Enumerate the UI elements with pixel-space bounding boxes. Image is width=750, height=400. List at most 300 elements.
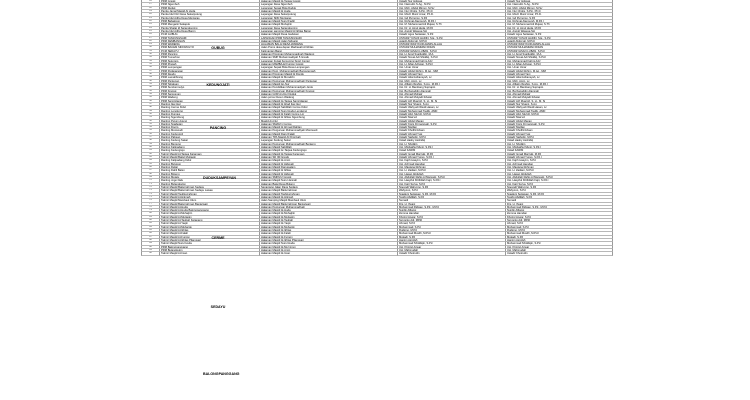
khatib-cell: Muhammad Ridwan, S.Pd., M.Pd [506, 206, 613, 209]
row-number-cell: 30 [141, 46, 160, 49]
venue-cell: Halaman SMKM 2 Gresik [260, 176, 398, 179]
khatib-cell: Ust. Ahmad Mulyadi Ikhwan [506, 96, 613, 99]
organizer-cell: Ranting Kalipadang Kidul [160, 159, 260, 162]
imam-cell: Khoirul Anwar, S.Pd [398, 216, 506, 219]
organizer-cell: Ranting Boteng [160, 173, 260, 176]
khatib-cell: Ust. Fajri Surya, S.Pd [506, 183, 613, 186]
imam-cell: Ustadz Saifudin, M.Pd [398, 136, 506, 139]
khatib-cell: Ust. Dr. H. Ainul Huda, M.Pd [506, 27, 613, 30]
venue-cell: Halaman Pimpinan Muhammadiyah Wadeng [260, 53, 398, 56]
row-number-cell: 88 [141, 239, 160, 242]
venue-cell: Halaman Masjid Al-Mubarok [260, 226, 398, 229]
row-number-cell: 43 [141, 90, 160, 93]
organizer-cell: PRM Wadeng [160, 96, 260, 99]
row-number-cell: 91 [141, 249, 160, 252]
venue-cell: Halaman Masjid Al-Ikhlas Pliangsari [260, 239, 398, 242]
row-number-cell: 26 [141, 33, 160, 36]
khatib-cell: Ustadz Nur Siyami, S.Ag [506, 103, 613, 106]
imam-cell: Ustadz Arif Muarrof, S. H., M. Si [398, 100, 506, 103]
imam-cell: Ust. Nur Cholis, S.Pd., Ph.D [398, 10, 506, 13]
row-number-cell: 42 [141, 86, 160, 89]
venue-cell: Halaman Masjid Jalan Sidoarjo [260, 40, 398, 43]
imam-cell: ustadz Abdul ali, M.Pd.I [398, 40, 506, 43]
khatib-cell: Ust. Moh. Abdul Mimun, M.Sy [506, 7, 613, 10]
imam-cell: Ust. Moh. Abdul Mimun, M.Sy [398, 7, 506, 10]
organizer-cell: Takmir Masjid Baitul Muttaqin [160, 156, 260, 159]
row-number-cell: 27 [141, 37, 160, 40]
khatib-cell: Muhammad Muslih, M.Pd.I [506, 232, 613, 235]
imam-cell: Ust. Hasyiful Khilbillah Fajri, S.Pd.I [398, 179, 506, 182]
organizer-cell: PRM BACEM SIDOMULYO [160, 46, 260, 49]
venue-cell: Lapangan Desa Sekarputung [260, 13, 398, 16]
venue-cell: Halaman Masjid Nurul Huda [260, 242, 398, 245]
organizer-cell: Takmir Masjid Al-Muttaqin [160, 216, 260, 219]
khatib-cell: Ust. Mahmudah [506, 249, 613, 252]
venue-cell: Halaman Masjid Nurul Jannah [260, 179, 398, 182]
khatib-cell: Noeyadi Wahyono, S.Pd [506, 186, 613, 189]
venue-cell: Halaman Masjid Al Hidayah [260, 173, 398, 176]
khatib-cell: Rudiono, M.Pd [506, 229, 613, 232]
khatib-cell: Ustadz Hilal Ardiansyah, Lc [506, 76, 613, 79]
row-number-cell: 68 [141, 173, 160, 176]
venue-cell: Halaman Perguruan Muhammadiyah [260, 206, 398, 209]
row-number-cell: 58 [141, 139, 160, 142]
organizer-cell: Takmir Masjid Al-Hikmah [160, 196, 260, 199]
imam-cell: Ust. Hasan Abdullah [398, 173, 506, 176]
imam-cell: Ustadz Kholfid Ahsan [398, 129, 506, 132]
venue-cell: Masjid An-Nur [260, 120, 398, 123]
organizer-cell: PRM Sumbermulyo [160, 86, 260, 89]
venue-cell: Halaman SMAM 1 Cerme [260, 123, 398, 126]
row-number-cell: 17 [141, 3, 160, 6]
table-row [0, 252, 750, 255]
imam-cell: Ustadz Koris Firmansyah, S.Pd [398, 123, 506, 126]
organizer-cell: Ranting Dungus [160, 113, 260, 116]
venue-cell: Lapangan Desa Sarangkuning [260, 27, 398, 30]
row-number-cell: 35 [141, 63, 160, 66]
venue-cell: Halaman Masjid Desa Gedeken [260, 33, 398, 36]
imam-cell: Ustadz Ahmad Yani [398, 73, 506, 76]
khatib-cell: Drs. H. Ihsani [506, 203, 613, 206]
khatib-cell: Ustadz Nur Hidayat [506, 0, 613, 3]
khatib-cell: Ustadz Wahyudi Wiedi Hasan, Lc [506, 106, 613, 109]
region-label: CERME [211, 235, 225, 240]
row-number-cell: 23 [141, 23, 160, 26]
row-number-cell: 76 [141, 199, 160, 202]
khatib-cell: Ustadz Abdul Rohim, M.Ag., MM [506, 70, 613, 73]
row-number-cell: 22 [141, 20, 160, 23]
organizer-cell: PCM GUBUG [160, 33, 260, 36]
imam-cell: Ust. Khoirul Anwar [398, 246, 506, 249]
organizer-cell: PCM SEDAYU [160, 50, 260, 53]
organizer-cell: Takmir Masjid Baiturrahman Sedayu Lawas [160, 189, 260, 192]
imam-cell: Sumadi [398, 199, 506, 202]
khatib-cell: Sumadi [506, 199, 613, 202]
khatib-cell: Ustadz Ahmad Yusi [506, 133, 613, 136]
organizer-cell: PRM Tebaloan [160, 83, 260, 86]
khatib-cell: Ust. Moch Munir Amar, Ph.D. [506, 13, 613, 16]
khatib-cell: Ust. Dr. H. Bambang Suprapto [506, 86, 613, 89]
venue-cell: Halaman Masjid Al-Furqon [260, 236, 398, 239]
venue-cell: Jalan Samping Masjid Mambaul Ulum [260, 199, 398, 202]
imam-cell: Ustadz Khoirudin [398, 252, 506, 255]
row-number-cell: 47 [141, 103, 160, 106]
khatib-cell: Ustadz Agus Setiawan, S.Pd [506, 33, 613, 36]
venue-cell: Halaman Masjid Sabilillah [260, 146, 398, 149]
row-number-cell: 84 [141, 226, 160, 229]
organizer-cell: PRM Duduk [160, 7, 260, 10]
organizer-cell: Takmir Masjid Al-Furqon [160, 236, 260, 239]
imam-cell: Ustadz Abd. Mu'idz, M.Pd.I [398, 113, 506, 116]
imam-cell: Ust. H. Zaidani, M.Pd.I [398, 169, 506, 172]
khatib-cell: Ustadz Abd. Mu'idz, M.Pd.I [506, 113, 613, 116]
khatib-cell: USTADZ WASYKUR AHMIS ALLAH [506, 43, 613, 46]
organizer-cell: Ranting Bulangkulon [160, 183, 260, 186]
row-number-cell: 37 [141, 70, 160, 73]
khatib-cell: Ust. Achmad Hamdan [506, 163, 613, 166]
organizer-cell: Ranting Metatu [160, 176, 260, 179]
row-number-cell: 18 [141, 7, 160, 10]
venue-cell: Halaman Masjid Ar-Taqwa Kedungrejo [260, 149, 398, 152]
row-number-cell: 54 [141, 126, 160, 129]
venue-cell: Halaman Masjid Al-Taubah [260, 219, 398, 222]
khatib-cell: Muhammad Shiddiqin, S.Pd [506, 242, 613, 245]
imam-cell: Syafiq Abdillah, S.Pd [398, 196, 506, 199]
venue-cell: Halaman SMP Muhammadiyah 5 Gresik [260, 56, 398, 59]
row-number-cell: 55 [141, 129, 160, 132]
organizer-cell: PRM Pancing [160, 53, 260, 56]
row-number-cell: 46 [141, 100, 160, 103]
row-number-cell: 57 [141, 136, 160, 139]
venue-cell: Halaman Perg. Muhammadiyah Banyutengah [260, 70, 398, 73]
khatib-cell: Ustad KARIM [506, 149, 613, 152]
imam-cell: Ust. H. Sholikin [398, 143, 506, 146]
organizer-cell: Pantia Idul Fitri Desa Sekarputung [160, 13, 260, 16]
venue-cell: Halaman Masjid Al Ahmad Dahlan [260, 126, 398, 129]
region-label: GUBUG [211, 46, 225, 51]
khatib-cell: USTADZ MUHAMMAD RIFAN [506, 46, 613, 49]
imam-cell: Muhammad Shiddiqin, S.Pd [398, 242, 506, 245]
imam-cell: Ust. Fajri Surya, S.Pd [398, 183, 506, 186]
row-number-cell: 28 [141, 40, 160, 43]
imam-cell: Ust. Achmad Hamdan [398, 163, 506, 166]
row-number-cell: 83 [141, 222, 160, 225]
venue-cell: Halaman Pendidikan Muhammadiyah Jerok [260, 86, 398, 89]
row-number-cell: 71 [141, 183, 160, 186]
khatib-cell: Ust. Nasrudin S.Ag., M.Pd [506, 3, 613, 6]
organizer-cell: Ranting Ngembung [160, 116, 260, 119]
venue-cell: Halaman Masjid Al-Muttaqin [260, 216, 398, 219]
venue-cell: Halaman Masjid Al-Ikhlas [260, 229, 398, 232]
imam-cell: Ustadz Muhammad Taufik, AMD [398, 110, 506, 113]
region-label: PANCING [209, 126, 227, 131]
organizer-cell: PRM Sukorejo [160, 60, 260, 63]
imam-cell: Ust. Umar Umar [398, 66, 506, 69]
venue-cell: Halaman Masjid Al-Falah [260, 232, 398, 235]
row-number-cell: 36 [141, 66, 160, 69]
venue-cell: Halaman Masjid Al-Hikmah [260, 196, 398, 199]
imam-cell: Ahmad, S.Pd [398, 222, 506, 225]
venue-cell: Halaman Masjid Al Falah Cerme Lor [260, 113, 398, 116]
imam-cell: Ust. Muhammad Fahmi Aziz [398, 60, 506, 63]
organizer-cell: Pantia Idul Adha Desa Mentaras [160, 17, 260, 20]
organizer-cell: Ranting Putum Agung [160, 120, 260, 123]
imam-cell: Muhammad, S.Pd [398, 226, 506, 229]
imam-cell: Ust. M. Muhammad Ali Mujasi, S.Th [398, 23, 506, 26]
row-number-cell: 31 [141, 50, 160, 53]
khatib-cell: Ustadz Ismail Marzuki, M.Pd [506, 153, 613, 156]
venue-cell: Halaman Masjid Muhajirin [260, 23, 398, 26]
venue-cell: Halaman Perguruan Muhammadiyah Morowudi [260, 129, 398, 132]
khatib-cell: Nurdin Alfiansi [506, 209, 613, 212]
imam-cell: Ust. Ahmad Muhajir [398, 93, 506, 96]
row-number-cell: 60 [141, 146, 160, 149]
organizer-cell: Pantia Idul Adha Desa Baron [160, 30, 260, 33]
imam-cell: Ust. Anggit Wasesa SH [398, 30, 506, 33]
organizer-cell: Ranting Kedungrejo [160, 149, 260, 152]
row-number-cell: 34 [141, 60, 160, 63]
khatib-cell: Ngadeni Setiawan, S.Pd, M.Pd [506, 193, 613, 196]
venue-cell: Halaman Masjid Nurul Huda Lengkong [260, 110, 398, 113]
row-number-cell: 75 [141, 196, 160, 199]
organizer-cell: Takmir Masjid Al-Iman [160, 252, 260, 255]
row-number-cell: 64 [141, 159, 160, 162]
venue-cell: Lapangan Sepak Bola Duduk [260, 7, 398, 10]
khatib-cell: USTADZ YUSUF HADIN, S.E., S.Pd [506, 37, 613, 40]
region-label: SEDAYU [210, 305, 226, 310]
venue-cell: Lapangan SDN Mentaras [260, 17, 398, 20]
khatib-cell: Ust. Rohmat Alamsyah, M.Pd.I [506, 20, 613, 23]
khatib-cell: Ust. H. Sholikin [506, 143, 613, 146]
organizer-cell: Takmir Masjid Al-Ikhlas Pliangsari [160, 239, 260, 242]
organizer-cell: Pantia Jamal Masjid Al Huda [160, 10, 260, 13]
khatib-cell: USTADZ IHSAN LUBAN, S.Pd.I [506, 50, 613, 53]
organizer-cell: Ranting Morowudi [160, 129, 260, 132]
row-number-cell: 61 [141, 149, 160, 152]
row-number-cell: 86 [141, 232, 160, 235]
organizer-cell: PRM TANJUNGSARI [160, 37, 260, 40]
organizer-cell: PRM Babakrejo [160, 20, 260, 23]
row-number-cell: 77 [141, 203, 160, 206]
organizer-cell: PRM Deudu [160, 73, 260, 76]
khatib-cell: Ust. H. Zaidani, M.Pd.I [506, 169, 613, 172]
organizer-cell: Ranting Cerme Kidul [160, 106, 260, 109]
organizer-cell: Takmir Masjid Al-Huda Balongpanggang [160, 209, 260, 212]
imam-cell: Suryanto Adi, MPdI [398, 219, 506, 222]
imam-cell: Ust. Alfiatin Ibrahim, S.Ag., M.Pd.I [398, 83, 506, 86]
imam-cell: Nurdin Alfiansi [398, 209, 506, 212]
row-number-cell: 16 [141, 0, 160, 3]
imam-cell: Ustadz Ahmad Yunus, S.Pd.I [398, 156, 506, 159]
row-number-cell: 62 [141, 153, 160, 156]
venue-cell: Halaman Masjid Baiturrahman [260, 189, 398, 192]
venue-cell: Halaman Masjid Al-Muhajirin [260, 212, 398, 215]
imam-cell: Ustadz Ahmad Yusi [398, 133, 506, 136]
organizer-cell: Pantia Shalat Id Sarangkuning [160, 27, 260, 30]
imam-cell: Ust. Fajrh Hasyim, S.Pd [398, 159, 506, 162]
organizer-cell: Takmir Masjid Al-Falah [160, 232, 260, 235]
imam-cell: Ustad Hasby Asshidiq [398, 139, 506, 142]
khatib-cell: Wahyono, S.Pd [506, 189, 613, 192]
row-number-cell: 29 [141, 43, 160, 46]
venue-cell: Halaman Masjid Baiturrahman Banjarwati [260, 203, 398, 206]
venue-cell: Halaman Masjid Al-Iman [260, 252, 398, 255]
imam-cell: Ustad KARIM [398, 149, 506, 152]
imam-cell: Ustadz Agus Setiawan, S.Pd [398, 33, 506, 36]
khatib-cell: Ustadz Kholfid Ahsan [506, 129, 613, 132]
khatib-cell: Ust. Moh. Amin, Lc [506, 80, 613, 83]
organizer-cell: Takmir Masjid Al-Ikhlas [160, 229, 260, 232]
imam-cell: Rudiono, M.Pd [398, 229, 506, 232]
khatib-cell: Ust. Abdullah Rahis Al Mansuki, S.Pd.I [506, 176, 613, 179]
khatib-cell: Hamim Asrofah [506, 239, 613, 242]
khatib-cell: Suryanto Adi, MPdI [506, 219, 613, 222]
khatib-cell: Ustadz Koris Firmansyah, S.Pd [506, 123, 613, 126]
venue-cell: Halaman Masjid Al Huda [260, 10, 398, 13]
khatib-cell: Ust. Maulana Rohman [506, 166, 613, 169]
row-number-cell: 48 [141, 106, 160, 109]
row-number-cell: 78 [141, 206, 160, 209]
imam-cell: Ust. Gd Purnomo, S.Pd [398, 17, 506, 20]
imam-cell: USTADZ WASYKUR AHMIS ALLAH [398, 43, 506, 46]
row-number-cell: 20 [141, 13, 160, 16]
organizer-cell: Takmir Masjid Baiturrahman Banjarwati [160, 203, 260, 206]
region-label: KEDUNGJATI [206, 83, 230, 87]
khatib-cell: Ust. Khoirul Anwar [506, 246, 613, 249]
venue-cell: Halaman Masjid Al Mu'adzin [260, 76, 398, 79]
venue-cell: Lapangan Sepak Bola Desa Lempengan [260, 66, 398, 69]
row-number-cell: 44 [141, 93, 160, 96]
khatib-cell: Mukadi, S.Pd [506, 236, 613, 239]
venue-cell: Halaman Balai Desa Bulang [260, 183, 398, 186]
organizer-cell: Ranting Kalipadang [160, 146, 260, 149]
khatib-cell: Ustadz Abdul Manan [506, 120, 613, 123]
venue-cell: Halaman Masjid Al-Amin [260, 159, 398, 162]
imam-cell: Muhammad Ridwan, S.Pd., M.Pd [398, 206, 506, 209]
imam-cell: Muhammad Muslih, M.Pd.I [398, 232, 506, 235]
row-number-cell: 89 [141, 242, 160, 245]
row-number-cell: 52 [141, 120, 160, 123]
venue-cell: Halaman Masjid Al-Taqwa Gresik [260, 0, 398, 3]
organizer-cell: Ranting Dahli Balen [160, 169, 260, 172]
row-number-cell: 63 [141, 156, 160, 159]
venue-cell: Halaman Perguruan Muhammadiyah Pantenan [260, 80, 398, 83]
venue-cell: Halaman Masjid At-Taqwa Samirplapan [260, 100, 398, 103]
khatib-cell: Ust. Alfiatin Ibrahim, S.Ag., M.Pd.I [506, 83, 613, 86]
imam-cell: Hamim Asrofah [398, 239, 506, 242]
organizer-cell: PRM Lamahbrang [160, 76, 260, 79]
organizer-cell: PRM Menganti Sekapuk [160, 23, 260, 26]
imam-cell: Ust. Rohmat Alamsyah, M.Pd.I [398, 20, 506, 23]
organizer-cell: Takmir Masjid Baiturrahman Sedayu [160, 186, 260, 189]
organizer-cell: Takmir Masjid Al-Huda [160, 206, 260, 209]
organizer-cell: Ranting Iker-Iker [160, 103, 260, 106]
row-number-cell: 24 [141, 27, 160, 30]
imam-cell: Ustadz Nur Hidayat [398, 0, 506, 3]
khatib-cell: Ust. Hasan Abdullah [506, 173, 613, 176]
row-number-cell: 90 [141, 246, 160, 249]
organizer-cell: PRM Bulangkulon [160, 249, 260, 252]
row-number-cell: 56 [141, 133, 160, 136]
imam-cell: Ngadeni Setiawan, S.Pd, M.Pd [398, 193, 506, 196]
row-number-cell: 25 [141, 30, 160, 33]
venue-cell: Halaman Perguruan Muhammadiyah Benjeng [260, 143, 398, 146]
venue-cell: Lapangan samping Masjid Al Ikhlas Baron [260, 30, 398, 33]
imam-cell: Ustadz Marilan [398, 126, 506, 129]
organizer-cell: PRM Sampeyan [160, 93, 260, 96]
organizer-cell: Takmir Masjid Taufiqurrahman [160, 193, 260, 196]
venue-cell: Halaman MAMBA-El Furqon Gresik [260, 63, 398, 66]
imam-cell: Ust. Dr. H. Bambang Suprapto [398, 86, 506, 89]
row-number-cell: 45 [141, 96, 160, 99]
khatib-cell: Ust. Umar Umar [506, 66, 613, 69]
venue-cell: Halaman Masjid Al Ahad Iker-Iker [260, 103, 398, 106]
imam-cell: Ustadz Wahyudi Wiedi Hasan, Lc [398, 106, 506, 109]
venue-cell: Halaman Masjid Al Hidayah [260, 163, 398, 166]
imam-cell: Ust. H. Alfan Achwan, S.Pd.I [398, 63, 506, 66]
organizer-cell: Takmir Masjid Al-Taubah Ketapang [160, 219, 260, 222]
imam-cell: Ustadz Abdul Manan [398, 120, 506, 123]
organizer-cell: Ranting Kedungpil [160, 133, 260, 136]
imam-cell: Zemma Hamdan [398, 212, 506, 215]
organizer-cell: Ranting Bulurejo [160, 163, 260, 166]
organizer-cell: PRM Prapah [160, 63, 260, 66]
imam-cell: Ust. Moh. Amin, Lc [398, 80, 506, 83]
khatib-cell: Zemma Hamdan [506, 212, 613, 215]
venue-cell: Halaman Masjid Al-Yaqin [260, 222, 398, 225]
khatib-cell: Ustadz Marilan [506, 126, 613, 129]
organizer-cell: PRM Pedagangan [160, 70, 260, 73]
venue-cell: Halaman TPA Masjid Al Khoiriyah [260, 136, 398, 139]
venue-cell: Halaman Masjid Taufiqurrahman [260, 193, 398, 196]
imam-cell: Drs. H. Ihsani [398, 203, 506, 206]
imam-cell: Ustadz Hilal Ardiansyah, Lc [398, 76, 506, 79]
row-number-cell: 74 [141, 193, 160, 196]
khatib-cell: Ustad Hasby Asshidiq [506, 139, 613, 142]
khatib-cell: Ustadz Khoirudin [506, 252, 613, 255]
row-number-cell: 49 [141, 110, 160, 113]
row-number-cell: 82 [141, 219, 160, 222]
imam-cell: Ust. Burhanuddin Alamnah [398, 90, 506, 93]
imam-cell: Ust. Moch Munir Amar, Ph.D. [398, 13, 506, 16]
row-number-cell: 65 [141, 163, 160, 166]
venue-cell: Halaman Masjid Al-Taqwa Karangan [260, 153, 398, 156]
organizer-cell: PRM Balongpanggang [160, 246, 260, 249]
row-number-cell: 70 [141, 179, 160, 182]
khatib-cell: Ust. Misbakhul Munir, S.Pd.I [506, 146, 613, 149]
venue-cell: Halaman Masjid Al-Amin [260, 249, 398, 252]
venue-cell: Halaman SD IDI Gresik [260, 156, 398, 159]
row-number-cell: 81 [141, 216, 160, 219]
khatib-cell: Ahmad, S.Pd [506, 222, 613, 225]
khatib-cell: Ustadz Noval Adi Shiddiq, S.Pd.I [506, 56, 613, 59]
venue-cell: Sepanjang Jalan Raya Sedayu [260, 186, 398, 189]
khatib-cell: Ust. Anggit Wasesa SH [506, 30, 613, 33]
khatib-cell: Ust. M. Muhammad Ali Mujasi, S.Th [506, 23, 613, 26]
row-number-cell: 33 [141, 56, 160, 59]
khatib-cell: Ust. H. Ainul Syaifuddin, M.A. [506, 53, 613, 56]
khatib-cell: Ust. Fajrh Hasyim, S.Pd [506, 159, 613, 162]
organizer-cell: Takmir Masjid Mambaul Ulum [160, 199, 260, 202]
imam-cell: USTADZ MUHAMMAD RIFAN [398, 46, 506, 49]
venue-cell: Halaman Masjid Al Ikhlas [260, 169, 398, 172]
row-number-cell: 21 [141, 17, 160, 20]
imam-cell: Ust. Abdullah Rahis Al Mansuki, S.Pd.I [398, 176, 506, 179]
imam-cell: Ust. Maulana Rohman [398, 166, 506, 169]
venue-cell: LAPANGAN PRM TANJUNGSARI [260, 37, 398, 40]
imam-cell: Mukadi, S.Pd [398, 236, 506, 239]
khatib-cell: Muhammad, S.Pd [506, 226, 613, 229]
